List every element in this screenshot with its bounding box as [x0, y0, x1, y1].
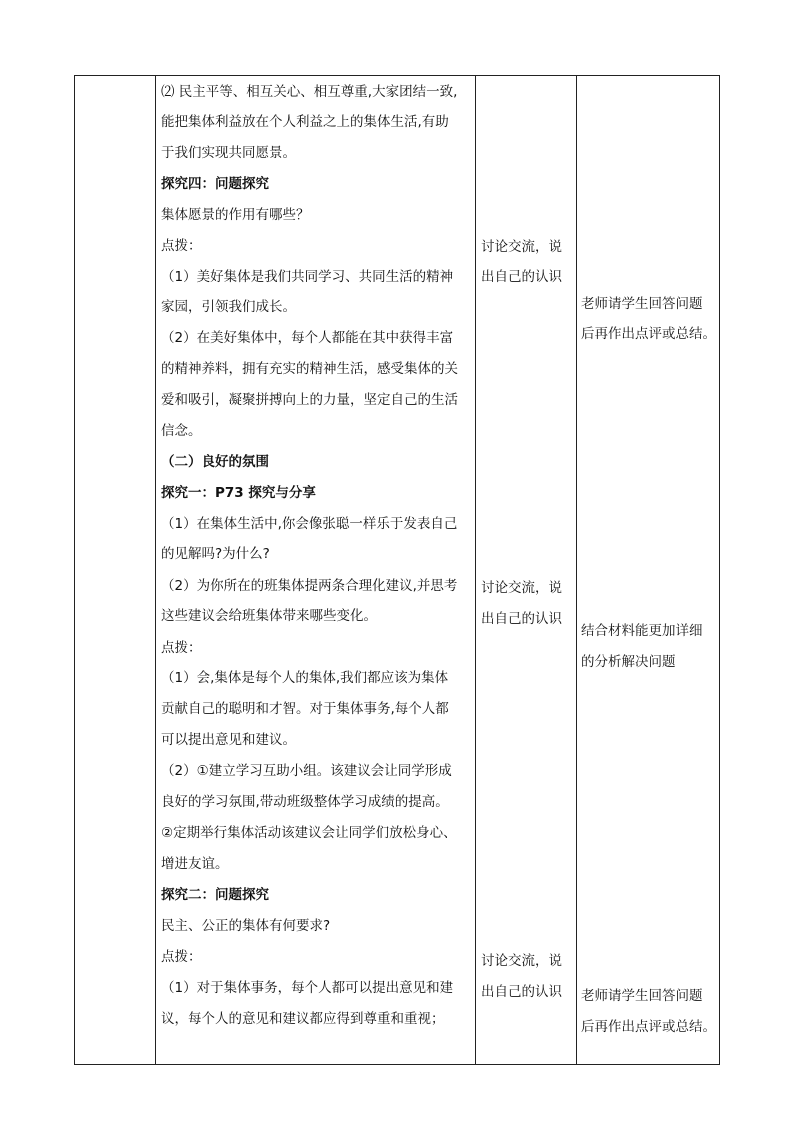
- content-line: 贡献自己的聪明和才智。对于集体事务,每个人都: [161, 701, 449, 717]
- content-line: ②定期举行集体活动该建议会让同学们放松身心、: [161, 825, 457, 841]
- intent-line: 后再作出点评或总结。: [581, 1019, 716, 1035]
- content-line: （1）会,集体是每个人的集体,我们都应该为集体: [161, 670, 449, 686]
- content-line: （2）①建立学习互助小组。该建议会让同学形成: [161, 763, 452, 779]
- content-line: （1）对于集体事务，每个人都可以提出意见和建: [161, 980, 454, 996]
- activity-line: 出自己的认识: [481, 611, 562, 627]
- empty-left-column: [75, 76, 155, 1064]
- content-line: 点拨：: [161, 949, 202, 965]
- content-line: 议，每个人的意见和建议都应得到尊重和重视；: [161, 1011, 445, 1027]
- intent-line: 老师请学生回答问题: [581, 988, 703, 1004]
- content-line: 的精神养料，拥有充实的精神生活，感受集体的关: [161, 361, 458, 377]
- design-intent-column: [581, 76, 719, 1064]
- section-heading: 探究一：P73 探究与分享: [161, 485, 316, 501]
- content-line: 于我们实现共同愿景。: [161, 145, 296, 161]
- content-line: 家园，引领我们成长。: [161, 299, 296, 315]
- content-line: 的见解吗?为什么?: [161, 546, 270, 562]
- intent-line: 老师请学生回答问题: [581, 296, 703, 312]
- activity-line: 出自己的认识: [481, 269, 562, 285]
- content-line: 信念。: [161, 423, 202, 439]
- content-line: 这些建议会给班集体带来哪些变化。: [161, 608, 377, 624]
- content-line: ⑵ 民主平等、相互关心、相互尊重,大家团结一致,: [161, 84, 458, 100]
- content-line: 爱和吸引，凝聚拼搏向上的力量，坚定自己的生活: [161, 392, 458, 408]
- content-line: （1）在集体生活中,你会像张聪一样乐于发表自己: [161, 516, 458, 532]
- activity-line: 讨论交流，说: [481, 239, 562, 255]
- content-line: 增进友谊。: [161, 856, 229, 872]
- content-line: 点拨：: [161, 640, 202, 656]
- section-heading: （二）良好的氛围: [161, 454, 269, 470]
- content-line: （2）为你所在的班集体提两条合理化建议,并思考: [161, 578, 458, 594]
- column-divider: [155, 76, 156, 1064]
- content-line: 能把集体利益放在个人利益之上的集体生活,有助: [161, 114, 449, 130]
- content-column: [161, 76, 473, 1064]
- column-divider: [576, 76, 577, 1064]
- column-divider: [475, 76, 476, 1064]
- content-line: 可以提出意见和建议。: [161, 732, 296, 748]
- section-heading: 探究二：问题探究: [161, 887, 269, 903]
- activity-line: 讨论交流，说: [481, 953, 562, 969]
- section-heading: 探究四：问题探究: [161, 176, 269, 192]
- content-line: （2）在美好集体中，每个人都能在其中获得丰富: [161, 330, 454, 346]
- intent-line: 后再作出点评或总结。: [581, 326, 716, 342]
- student-activity-column: [481, 76, 573, 1064]
- content-line: 点拨：: [161, 238, 202, 254]
- intent-line: 结合材料能更加详细: [581, 623, 703, 639]
- intent-line: 的分析解决问题: [581, 654, 676, 670]
- content-line: （1）美好集体是我们共同学习、共同生活的精神: [161, 269, 454, 285]
- content-line: 集体愿景的作用有哪些？: [161, 207, 310, 223]
- activity-line: 讨论交流，说: [481, 580, 562, 596]
- activity-line: 出自己的认识: [481, 984, 562, 1000]
- lesson-table: [74, 75, 720, 1065]
- content-line: 民主、公正的集体有何要求?: [161, 918, 331, 934]
- content-line: 良好的学习氛围,带动班级整体学习成绩的提高。: [161, 794, 449, 810]
